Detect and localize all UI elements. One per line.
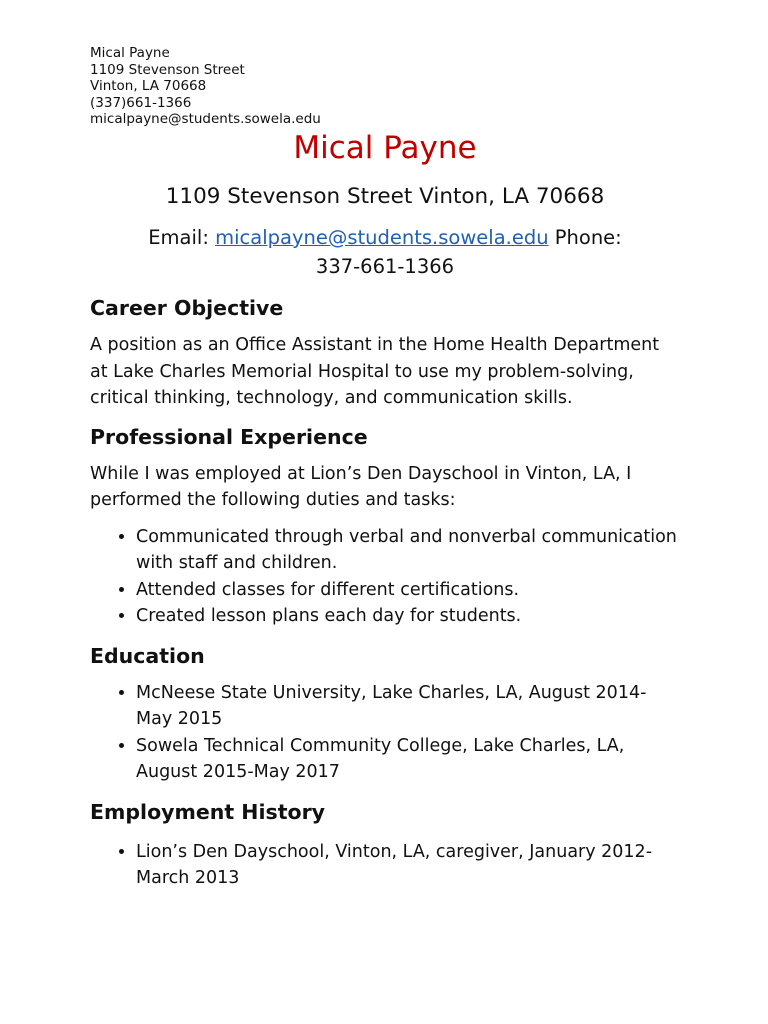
professional-experience-list — [90, 524, 680, 630]
email-link[interactable]: micalpayne@students.sowela.edu — [215, 226, 549, 249]
phone-number: 337-661-1366 — [315, 255, 455, 278]
professional-experience-heading: Professional Experience — [90, 424, 368, 449]
professional-experience-intro: While I was employed at Lion’s Den Dayschool in Vinton, LA, I performed the following duties and tasks: — [90, 463, 632, 510]
list-item: • Sowela Technical Community College, Lake Charles, LA, August 2015-May 2017 — [136, 733, 680, 786]
list-item: • Communicated through verbal and nonverbal communication with staff and children. — [136, 524, 680, 577]
education-heading: Education — [90, 643, 205, 668]
return-address-phone: (337)661-1366 — [90, 94, 192, 111]
list-item: • Lion’s Den Dayschool, Vinton, LA, caregiver, January 2012-March 2013 — [136, 839, 680, 892]
resume-body — [90, 126, 680, 892]
return-address-email: micalpayne@students.sowela.edu — [90, 111, 321, 127]
list-item: • McNeese State University, Lake Charles, LA, August 2014-May 2015 — [136, 680, 680, 733]
return-address-block — [90, 45, 321, 128]
return-address-name: Mical Payne — [90, 45, 170, 61]
header-contact — [90, 223, 680, 281]
list-item: • Created lesson plans each day for students. — [136, 603, 680, 630]
education-list — [90, 680, 680, 786]
resume-name-title: Mical Payne — [293, 130, 477, 166]
return-address-city: Vinton, LA 70668 — [90, 78, 207, 94]
employment-history-list — [90, 839, 680, 892]
employment-history-heading: Employment History — [90, 799, 326, 824]
career-objective-text: A position as an Office Assistant in the Home Health Department at Lake Charles Memorial Hospital to use my problem-solving, critical thinking, technology, and communication skills. — [90, 335, 660, 408]
phone-label: Phone: — [548, 226, 622, 249]
return-address-street: 1109 Stevenson Street — [90, 61, 245, 78]
list-item: • Attended classes for different certifications. — [136, 577, 680, 604]
email-label: Email: — [148, 226, 216, 249]
career-objective-heading: Career Objective — [90, 296, 284, 320]
header-address: 1109 Stevenson Street Vinton, LA 70668 — [165, 184, 605, 209]
